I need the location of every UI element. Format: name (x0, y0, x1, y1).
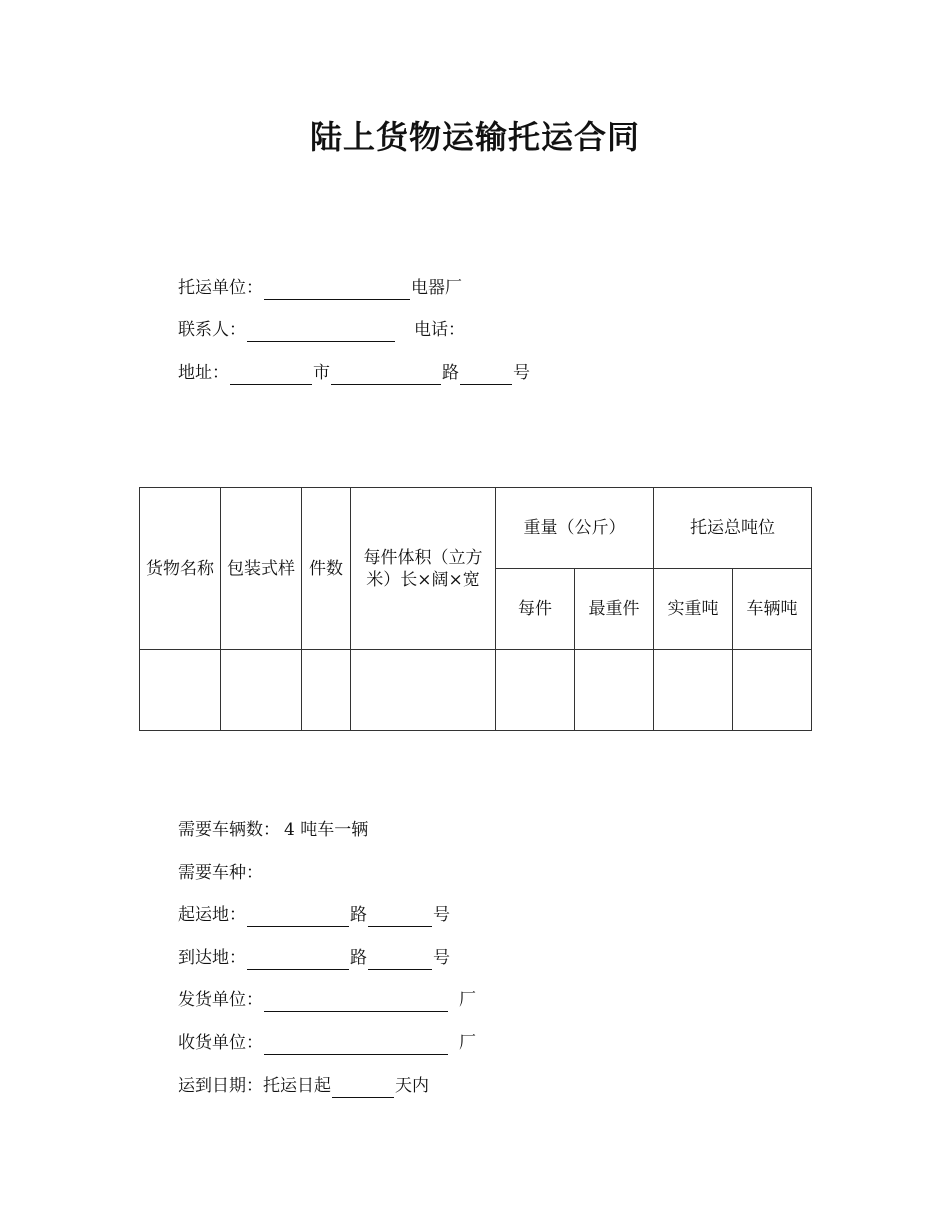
address-number: 号 (513, 363, 530, 383)
vehicles-label: 需要车辆数： (178, 820, 280, 840)
cell-cargo-name[interactable] (140, 650, 221, 731)
shipper-label: 托运单位： (178, 278, 263, 298)
vehicle-type-line (178, 861, 263, 885)
contact-line (178, 318, 465, 342)
vehicles-line (178, 818, 368, 842)
destination-label: 到达地： (178, 948, 246, 968)
cell-volume[interactable] (351, 650, 496, 731)
destination-line (178, 946, 450, 970)
address-city-field[interactable] (230, 366, 312, 385)
destination-number-field[interactable] (368, 951, 432, 970)
destination-number: 号 (433, 948, 450, 968)
contact-label: 联系人： (178, 320, 246, 340)
cell-tonnage-vehicle[interactable] (733, 650, 812, 731)
header-count: 件数 (302, 488, 351, 650)
cargo-table (139, 487, 812, 731)
sender-label: 发货单位： (178, 990, 263, 1010)
header-tonnage-vehicle: 车辆吨 (733, 569, 812, 650)
origin-road: 路 (350, 905, 367, 925)
header-tonnage-actual: 实重吨 (654, 569, 733, 650)
cell-count[interactable] (302, 650, 351, 731)
address-city: 市 (313, 363, 330, 383)
origin-line (178, 903, 450, 927)
header-weight: 重量（公斤） (496, 488, 654, 569)
page-title: 陆上货物运输托运合同 (309, 118, 640, 156)
destination-road-field[interactable] (247, 951, 349, 970)
sender-line (178, 988, 476, 1012)
vehicles-value: 4 吨车一辆 (284, 820, 369, 840)
cell-tonnage-actual[interactable] (654, 650, 733, 731)
header-packaging: 包装式样 (221, 488, 302, 650)
shipper-suffix: 电器厂 (411, 278, 462, 298)
arrival-suffix: 天内 (395, 1076, 429, 1096)
phone-label: 电话： (414, 320, 465, 340)
cell-weight-max[interactable] (575, 650, 654, 731)
arrival-line (178, 1074, 429, 1098)
shipper-field[interactable] (264, 281, 410, 300)
arrival-label: 运到日期：托运日起 (178, 1076, 331, 1096)
cell-packaging[interactable] (221, 650, 302, 731)
table-row (140, 650, 812, 731)
header-tonnage: 托运总吨位 (654, 488, 812, 569)
header-cargo-name: 货物名称 (140, 488, 221, 650)
address-label: 地址： (178, 363, 229, 383)
receiver-suffix: 厂 (459, 1033, 476, 1053)
header-volume: 每件体积（立方米）长×阔×宽 (351, 488, 496, 650)
origin-road-field[interactable] (247, 908, 349, 927)
header-weight-each: 每件 (496, 569, 575, 650)
origin-number: 号 (433, 905, 450, 925)
origin-label: 起运地： (178, 905, 246, 925)
sender-field[interactable] (264, 993, 448, 1012)
receiver-line (178, 1031, 476, 1055)
vehicle-type-label: 需要车种： (178, 863, 263, 883)
sender-suffix: 厂 (459, 990, 476, 1010)
receiver-label: 收货单位： (178, 1033, 263, 1053)
address-road-field[interactable] (331, 366, 441, 385)
address-road: 路 (442, 363, 459, 383)
header-weight-max: 最重件 (575, 569, 654, 650)
shipper-line (178, 276, 462, 300)
arrival-days-field[interactable] (332, 1079, 394, 1098)
address-line (178, 361, 530, 385)
cell-weight-each[interactable] (496, 650, 575, 731)
receiver-field[interactable] (264, 1036, 448, 1055)
contact-field[interactable] (247, 323, 395, 342)
origin-number-field[interactable] (368, 908, 432, 927)
destination-road: 路 (350, 948, 367, 968)
address-number-field[interactable] (460, 366, 512, 385)
